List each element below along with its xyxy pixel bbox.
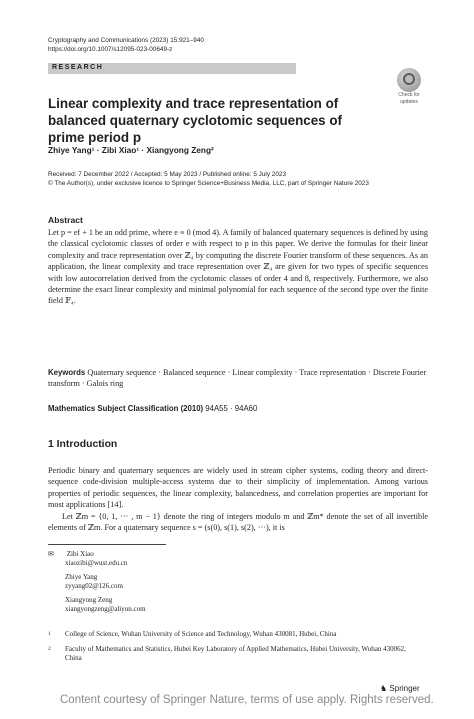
check-updates-icon	[397, 68, 421, 92]
affiliation-1	[48, 630, 428, 639]
article-type-label: RESEARCH	[52, 64, 104, 71]
section-heading: 1 Introduction	[48, 439, 118, 450]
springer-horse-icon: ♞	[380, 684, 388, 693]
publication-dates	[48, 170, 369, 188]
corr-author-email[interactable]: xiaozibi@wust.edu.cn	[65, 559, 128, 568]
publisher-logo	[380, 684, 420, 693]
intro-paragraph-2: Let ℤm = {0, 1, ··· , m − 1} denote the ring of integers modulo m and ℤm* denote the set of all invertible elements of ℤm. For a quaternary sequence s = (s(0), s(1), s(2), ···), it is	[48, 512, 428, 533]
footnote-divider	[48, 544, 166, 545]
msc-classification	[48, 404, 257, 413]
affiliation-number: 1	[48, 631, 51, 637]
check-for-updates-badge[interactable]	[394, 68, 424, 108]
affiliation-2	[48, 645, 428, 664]
affiliation-text: College of Science, Wuhan University of Science and Technology, Wuhan 430081, Hubei, China	[65, 630, 337, 638]
abstract-text: Let p = ef + 1 be an odd prime, where e ≡ 0 (mod 4). A family of balanced quaternary sequences is defined by using the classical cyclotomic classes of order e with respect to p in this paper. We derive the formulas for their linear complexity and trace representation over ℤ₄ by computing the discrete Fourier transform of these sequences. As an application, the linear complexity and trace representation over ℤ₄ are given for two types of specific sequences with low autocorrelation derived from the cyclotomic classes of order 4 and 8, respectively. Furthermore, we also determine the exact linear complexity and minimal polynomial for each sequence of the second type over the finite field 𝔽₄.	[48, 228, 428, 306]
author2-name: Zhiye Yang	[65, 572, 98, 581]
publisher-name: Springer	[389, 684, 420, 693]
msc-codes: 94A55 · 94A60	[205, 404, 258, 413]
keywords-text: Quaternary sequence · Balanced sequence · Linear complexity · Trace representation · Discrete Fourier transform · Galois ring	[48, 368, 427, 389]
copyright-line: © The Author(s), under exclusive licence to Springer Science+Business Media, LLC, part of Springer Nature 2023	[48, 180, 369, 187]
paper-title: Linear complexity and trace representation of balanced quaternary cyclotomic sequences of prime period p	[48, 96, 342, 145]
courtesy-watermark: Content courtesy of Springer Nature, terms of use apply. Rights reserved.	[60, 694, 434, 706]
keywords-label: Keywords	[48, 368, 86, 377]
journal-citation: Cryptography and Communications (2023) 15:921–940	[48, 37, 204, 44]
affiliation-number: 2	[48, 646, 51, 652]
check-updates-line1: Check for	[398, 92, 420, 98]
author-list: Zhiye Yang¹ · Zibi Xiao¹ · Xiangyong Zeng²	[48, 145, 214, 155]
correspondence-block	[48, 550, 146, 614]
msc-label: Mathematics Subject Classification (2010)	[48, 404, 204, 413]
author3-email[interactable]: xiangyongzeng@aliyun.com	[65, 605, 146, 614]
received-dates: Received: 7 December 2022 / Accepted: 5 May 2023 / Published online: 5 July 2023	[48, 171, 287, 178]
article-type-bar	[48, 63, 296, 74]
check-updates-line2: updates	[400, 98, 418, 105]
keywords	[48, 367, 428, 390]
abstract-heading: Abstract	[48, 215, 83, 225]
affiliation-text: Faculty of Mathematics and Statistics, Hubei Key Laboratory of Applied Mathematics, Hubei University, Wuhan 430062, China	[65, 645, 406, 663]
envelope-icon: ✉	[48, 550, 54, 558]
author2-email[interactable]: zyyang02@126.com	[65, 582, 123, 591]
intro-paragraph-1: Periodic binary and quaternary sequences are widely used in stream cipher systems, coding theory and direct-sequence code-division multiple-access systems due to their simplicity of implementation. Among various properties of periodic sequences, the linear complexity, balancedness, and correlation properties are important for most applications [14].	[48, 466, 428, 510]
corr-author-name: Zibi Xiao	[66, 550, 94, 558]
doi-link[interactable]: https://doi.org/10.1007/s12095-023-00649-z	[48, 46, 173, 53]
author3-name: Xiangyong Zeng	[65, 595, 113, 604]
